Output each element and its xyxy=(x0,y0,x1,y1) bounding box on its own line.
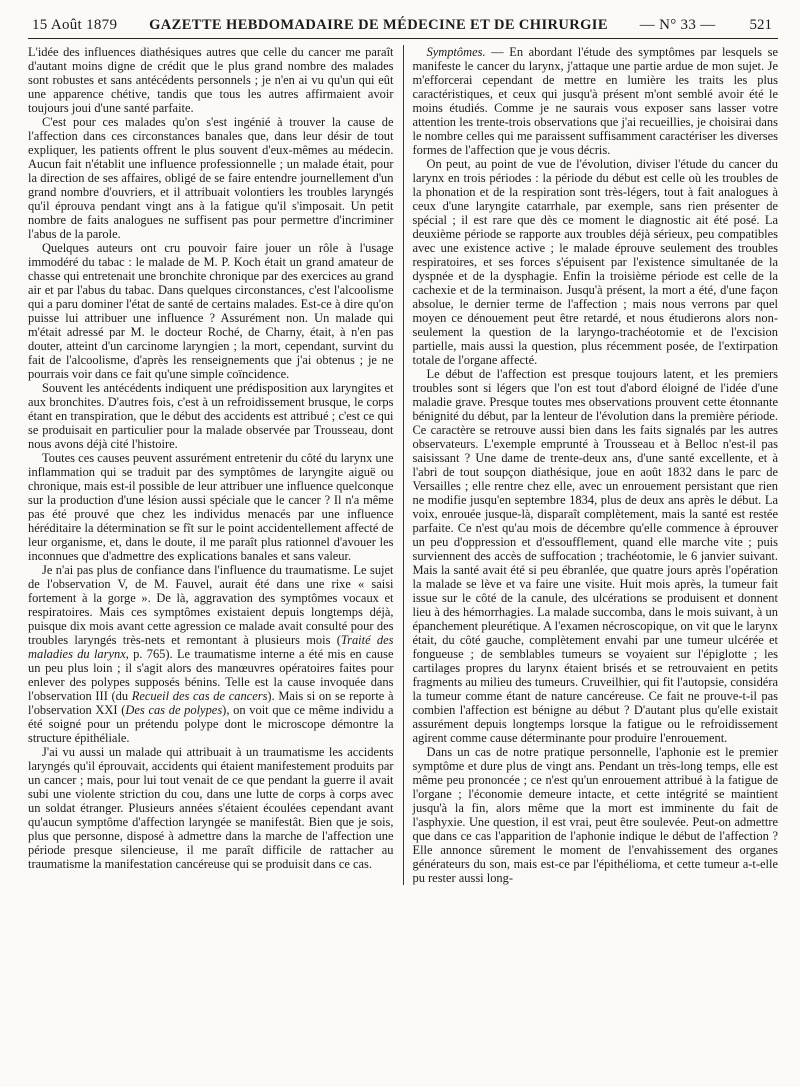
page-header xyxy=(28,0,778,39)
paragraph: L'idée des influences diathésiques autres que celle du cancer me paraît d'autant moins digne de crédit que le plus grand nombre des malades sont robustes et sans antécédents personnels ; je n'en ai vu qu'un qui eût une apparence chétive, tandis que tous les autres affirmaient avoir toujours joui d'une santé parfaite. xyxy=(28,45,394,115)
paragraph: Le début de l'affection est presque toujours latent, et les premiers troubles sont si légers que l'on est tout d'abord éloigné de l'idée d'une maladie grave. Presque toutes mes observations prouvent cette étonnante bénignité du début, par la lenteur de l'évolution dans la première période. Ce caractère se retrouve aussi bien dans les faits signalés par les autres observateurs. L'exemple emprunté à Trousseau et à Belloc n'est-il pas saisissant ? Une dame de trente-deux ans, d'une santé excellente, et à l'abri de tout soupçon diathésique, joue en août 1832 dans le parc de Versailles ; elle rentre chez elle, avec un enrouement persistant que rien ne modifie jusqu'en septembre 1834, plus de deux ans après le début. La voix, enrouée jusque-là, disparaît complètement, mais la santé est restée parfaite. Ce n'est qu'au mois de décembre qu'elle commence à éprouver un peu d'oppression et d'essoufflement, quand elle marche vite ; puis surviennent des accès de suffocation ; trachéotomie, le 6 janvier suivant. Mais la santé avait été si peu ébranlée, que quatre jours après l'opération la malade se lève et va faire une visite. Huit mois après, la tumeur fait issue sur le côté de la canule, des ulcérations se produisent et donnent lieu à des hémorrhagies. La malade succomba, dans le mois suivant, à un épanchement pleurétique. A l'examen nécroscopique, on vit que le larynx était, du côté gauche, complètement envahi par une tumeur ulcérée et fongueuse ; de semblables tumeurs se voyaient sur l'épiglotte ; les cartilages propres du larynx étaient brisés et se retrouvaient en petits fragments au milieu des tumeurs. Cruveilhier, qui fit l'autopsie, considéra la tumeur comme étant de nature cancéreuse. Ce fait ne prouve-t-il pas combien l'affection est bénigne au début ? D'autant plus qu'elle existait assurément depuis longtemps lorsque la fatigue ou le refroidissement agirent comme cause déterminante pour produire l'enrouement. xyxy=(412,367,778,745)
paragraph: Dans un cas de notre pratique personnelle, l'aphonie est le premier symptôme et dure plus de vingt ans. Pendant un très-long temps, elle est même peu prononcée ; ce n'est qu'un enrouement attribué à la fatigue de l'organe ; l'économie demeure intacte, et cette intégrité se maintient jusqu'à la fin, alors même que la mort est imminente du fait de l'asphyxie. Une question, il est vrai, peut être soulevée. Peut-on admettre que dans ce cas l'apparition de l'aphonie indique le début de l'affection ? Elle annonce sûrement le moment de l'envahissement des organes générateurs du son, mais est-ce par l'épithélioma, et cette tumeur a-t-elle pu rester aussi long- xyxy=(412,745,778,885)
text-run: — En abordant l'étude des symptômes par lesquels se manifeste le cancer du larynx, j'attaque une partie ardue de mon sujet. Je m'efforcerai cependant de mettre en lumière les traits les plus caractéristiques, et ceux qui jusqu'à présent m'ont semblé avoir été le moins étudiés. Comme je ne saurais vous exposer sans lasser votre attention les trente-trois observations que j'ai recueillies, je choisirai dans le nombre celles qui me paraissent suffisamment caractériser les diverses formes de l'affection que je vous décris. xyxy=(412,45,778,157)
paragraph: On peut, au point de vue de l'évolution, diviser l'étude du cancer du larynx en trois périodes : la période du début est celle où les troubles de la phonation et de la respiration sont très-légers, tout à fait analogues à ceux d'une laryngite catarrhale, par exemple, sans rien présenter de spécial ; il est rare que dès ce moment le diagnostic ait été posé. La deuxième période se rapporte aux troubles déjà sérieux, peu compatibles avec une existence active ; le malade éprouve seulement des troubles respiratoires, et ses forces s'épuisent par l'existence simultanée de la dyspnée et de la dysphagie. Enfin la troisième période est celle de la cachexie et de la terminaison. Jusqu'à présent, la mort a été, d'une façon absolue, le dernier terme de l'affection ; mais nous verrons par quel moyen ce dénouement peut être retardé, et nous étudierons alors non-seulement la question de la laryngo-trachéotomie et de l'excision partielle, mais aussi la question, plus récemment posée, de l'extirpation totale de l'organe affecté. xyxy=(412,157,778,367)
left-column xyxy=(28,45,403,885)
paragraph: Quelques auteurs ont cru pouvoir faire jouer un rôle à l'usage immodéré du tabac : le malade de M. P. Koch était un grand amateur de chasse qui entretenait une bronchite chronique par des exercices au grand air et par l'abus du tabac. Dans quelques circonstances, c'est l'alcoolisme qui a paru dominer l'état de santé de certains malades. Est-ce à dire qu'on puisse lui attribuer une influence ? Assurément non. Un malade qui m'était adressé par M. le docteur Roché, de Charny, était, à n'en pas douter, atteint d'un carcinome laryngien ; la mort, cependant, survint du fait de l'alcoolisme, d'après les renseignements que j'ai obtenus ; je ne pourrais voir dans ce fait qu'une simple coïncidence. xyxy=(28,241,394,381)
journal-title: GAZETTE HEBDOMADAIRE DE MÉDECINE ET DE CHIRURGIE xyxy=(149,17,608,33)
paragraph: C'est pour ces malades qu'on s'est ingénié à trouver la cause de l'affection dans ces circonstances banales que, dans leur désir de tout expliquer, les patients offrent le plus souvent d'eux-mêmes au médecin. Aucun fait n'établit une influence professionnelle ; un malade était, pour la direction de ses affaires, obligé de se faire entendre journellement d'un grand nombre d'ouvriers, et il attribuait volontiers les troubles laryngés qu'il éprouva pendant vingt ans à la fatigue qu'il s'imposait. Un petit nombre de faits analogues ne suffisent pas pour permettre d'incriminer l'abus de la parole. xyxy=(28,115,394,241)
citation: Des cas de polypes xyxy=(125,703,223,717)
text-run: , p. 765). Le traumatisme interne a été mis en cause un peu plus loin ; il s'agit alors des manœuvres opératoires faites pour enlever des polypes supposés bénins. Telle est la cause invoquée dans l'observation III (du xyxy=(28,647,394,703)
citation: Traité des maladies du larynx xyxy=(28,633,394,661)
paragraph: J'ai vu aussi un malade qui attribuait à un traumatisme les accidents laryngés qu'il éprouvait, accidents qui étaient manifestement produits par un cancer ; mais, pour lui tout venait de ce que pendant la guerre il avait subi une violente striction du cou, dans une lutte de corps à corps avec un soldat étranger. Plusieurs années s'étaient écoulées cependant avant qu'aucun symptôme d'affection laryngée se manifestât. Bien que je sois, plus que personne, disposé à admettre dans la marche de l'affection une période presque silencieuse, il me paraît difficile de rattacher au traumatisme la manifestation cancéreuse qui se produisit dans ce cas. xyxy=(28,745,394,871)
section-heading: Symptômes. xyxy=(426,45,486,59)
text-run: ). Mais si on se reporte à l'observation XXI ( xyxy=(28,689,394,717)
paragraph: Toutes ces causes peuvent assurément entretenir du côté du larynx une inflammation qui se traduit par des symptômes de laryngite aiguë ou chronique, mais est-il possible de leur attribuer une influence quelconque sur la production d'une lésion aussi spéciale que le cancer ? Il n'a même pas été prouvé que chez les individus menacés par une influence héréditaire la détermination se fît sur le point accidentellement affecté de leur organisme, et, dans le doute, il me paraît plus rationnel d'avouer les inconnues que d'admettre des explications banales et sans valeur. xyxy=(28,451,394,563)
issue-date: 15 Août 1879 xyxy=(32,17,118,33)
text-columns xyxy=(28,45,778,885)
paragraph xyxy=(28,563,394,745)
paragraph: Souvent les antécédents indiquent une prédisposition aux laryngites et aux bronchites. D'autres fois, c'est à un refroidissement brusque, le corps étant en transpiration, que le début des accidents est attribué ; c'est ce qui se produisait en particulier pour la malade observée par Trousseau, dont nous avons déjà cité l'histoire. xyxy=(28,381,394,451)
citation: Recueil des cas de cancers xyxy=(131,689,268,703)
text-run: Je n'ai pas plus de confiance dans l'influence du traumatisme. Le sujet de l'observation V, de M. Fauvel, aurait été dans une rixe « saisi fortement à la gorge ». De là, aggravation des symptômes vocaux et respiratoires. Mais ces symptômes existaient depuis longtemps déjà, puisque dix mois avant cette agression ce malade avait consulté pour des troubles laryngés très-nets et remontant à plusieurs mois ( xyxy=(28,563,394,647)
text-run: ), on voit que ce même individu a été soigné pour un prétendu polype dont le microscope démontre la structure épithéliale. xyxy=(28,703,394,745)
page-number: 521 xyxy=(749,17,772,33)
right-column xyxy=(403,45,778,885)
header-right xyxy=(640,17,772,34)
issue-number: — N° 33 — xyxy=(639,17,716,33)
paragraph xyxy=(412,45,778,157)
